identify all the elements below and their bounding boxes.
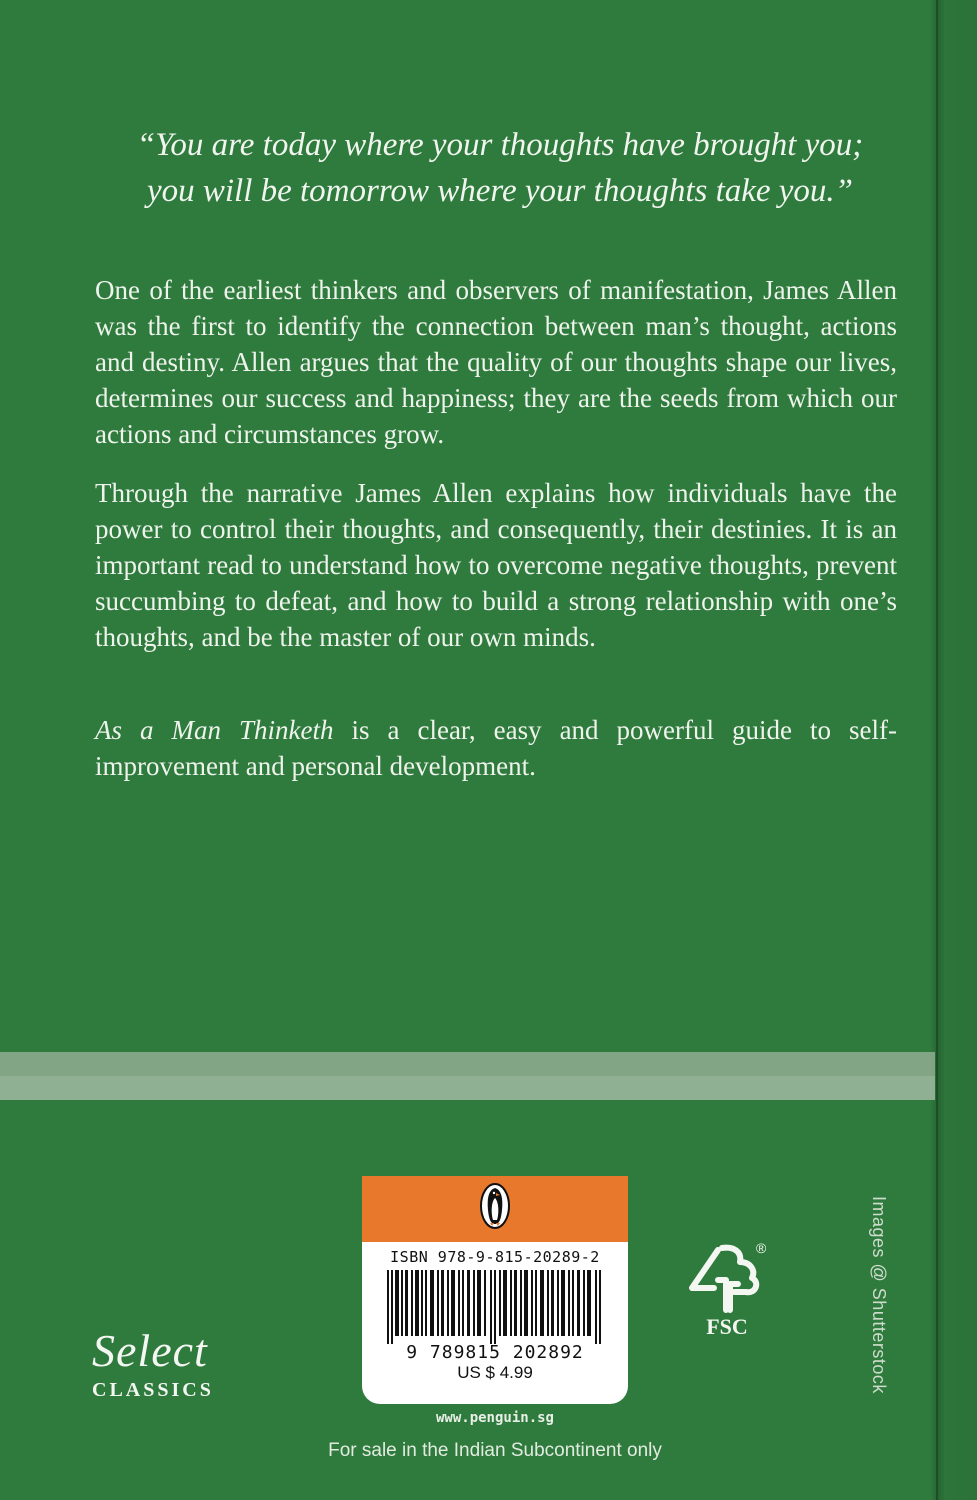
epigraph-quote (120, 122, 880, 214)
price-label: US $ 4.99 (457, 1363, 533, 1382)
fsc-label: FSC (706, 1314, 748, 1339)
sale-restriction-note: For sale in the Indian Subcontinent only (328, 1440, 662, 1461)
book-title-italic: As a Man Thinketh (95, 715, 334, 745)
logo-classics-word: CLASSICS (92, 1379, 214, 1401)
image-credit: Images @ Shutterstock (869, 1196, 889, 1394)
quote-line-2: you will be tomorrow where your thoughts take you.” (146, 173, 854, 209)
barcode-digits: 9 789815 202892 (406, 1342, 584, 1363)
blurb-paragraph-1: One of the earliest thinkers and observers of manifestation, James Allen was the first to identify the connection between man’s thought, actions and destiny. Allen argues that the quality of our thoughts shape our lives, determines our success and happiness; they are the seeds from which our actions and circumstances grow. (95, 275, 897, 449)
blurb-paragraph-2: Through the narrative James Allen explains how individuals have the power to control their thoughts, and consequently, their destinies. It is an important read to understand how to overcome negative thoughts, prevent succumbing to defeat, and how to build a strong relationship with one’s thoughts, and be the master of our own minds. (95, 478, 897, 652)
select-classics-logo (92, 1325, 232, 1402)
quote-line-1: “You are today where your thoughts have brought you; (136, 127, 864, 163)
barcode-bars (385, 1270, 605, 1344)
publisher-website: www.penguin.sg (435, 1410, 554, 1426)
spine-edge (936, 0, 938, 1500)
decorative-band-shade (0, 1076, 935, 1100)
isbn-number: ISBN 978-9-815-20289-2 (390, 1248, 600, 1266)
fsc-logo (684, 1240, 774, 1340)
blurb-paragraph-3-text: is a clear, easy and powerful guide to self-improvement and personal development. (95, 715, 897, 781)
logo-select-word: Select (92, 1325, 208, 1376)
penguin-icon (479, 1182, 511, 1230)
blurb-paragraph-3 (95, 712, 897, 784)
registered-mark: ® (756, 1240, 767, 1256)
barcode-label (362, 1176, 628, 1404)
barcode-orange-header (362, 1176, 628, 1242)
